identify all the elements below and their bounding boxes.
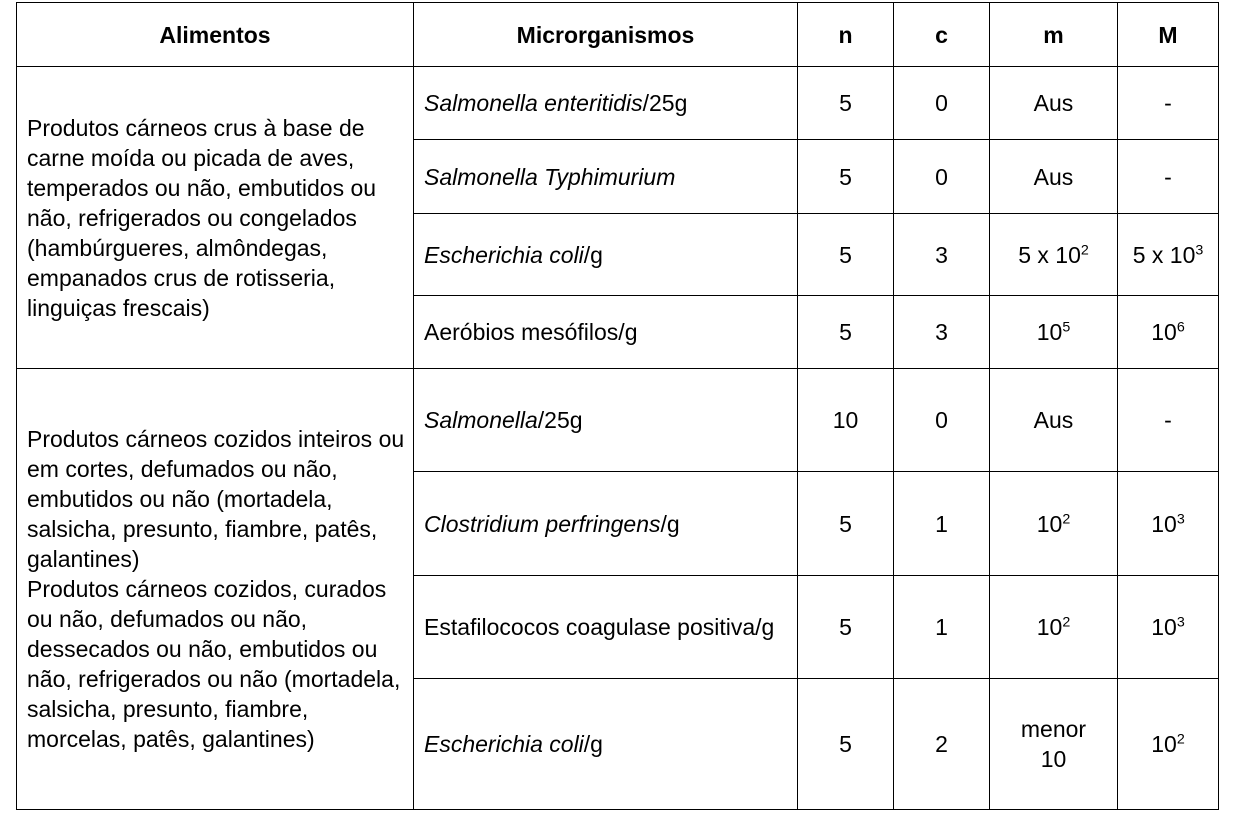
microrganismo-cell: Salmonella enteritidis/25g — [414, 67, 798, 140]
m-cell: Aus — [990, 140, 1118, 214]
c-cell: 3 — [894, 296, 990, 369]
table-row — [17, 369, 1219, 472]
c-cell: 3 — [894, 214, 990, 296]
M-upper-cell: $10^3$ — [1118, 576, 1219, 679]
m-cell: $10^2$ — [990, 472, 1118, 576]
m-cell: 5 x $10^2$ — [990, 214, 1118, 296]
microrganismo-cell: Estafilococos coagulase positiva/g — [414, 576, 798, 679]
M-upper-cell: $10^3$ — [1118, 472, 1219, 576]
n-cell: 5 — [798, 472, 894, 576]
c-cell: 0 — [894, 140, 990, 214]
M-upper-cell: $10^2$ — [1118, 679, 1219, 810]
header-m: m — [990, 3, 1118, 67]
c-cell: 0 — [894, 67, 990, 140]
microrganismo-cell: Escherichia coli/g — [414, 214, 798, 296]
m-cell: Aus — [990, 67, 1118, 140]
n-cell: 5 — [798, 576, 894, 679]
header-c: c — [894, 3, 990, 67]
header-alimentos: Alimentos — [17, 3, 414, 67]
header-M-upper: M — [1118, 3, 1219, 67]
microrganismo-cell: Aeróbios mesófilos/g — [414, 296, 798, 369]
m-cell: $10^2$ — [990, 576, 1118, 679]
M-upper-cell: - — [1118, 369, 1219, 472]
microrganismo-cell: Clostridium perfringens/g — [414, 472, 798, 576]
alimentos-cell-group1 — [17, 67, 414, 369]
n-cell: 5 — [798, 214, 894, 296]
m-cell: $10^5$ — [990, 296, 1118, 369]
microrganismo-cell: Escherichia coli/g — [414, 679, 798, 810]
m-cell: menor 10 — [990, 679, 1118, 810]
c-cell: 2 — [894, 679, 990, 810]
M-upper-cell: $10^6$ — [1118, 296, 1219, 369]
n-cell: 5 — [798, 296, 894, 369]
M-upper-cell: 5 x $10^3$ — [1118, 214, 1219, 296]
c-cell: 1 — [894, 576, 990, 679]
n-cell: 10 — [798, 369, 894, 472]
m-cell: Aus — [990, 369, 1118, 472]
microrganismo-cell: Salmonella Typhimurium — [414, 140, 798, 214]
alimentos-text: Produtos cárneos crus à base de carne moída ou picada de aves, temperados ou não, embutidos ou não, refrigerados ou congelados (hambúrgueres, almôndegas, empanados crus de rotisseria, linguiças frescais) — [27, 114, 377, 321]
header-row — [17, 3, 1219, 67]
microbiological-criteria-table — [16, 2, 1219, 810]
alimentos-cell-group2 — [17, 369, 414, 810]
n-cell: 5 — [798, 679, 894, 810]
c-cell: 1 — [894, 472, 990, 576]
alimentos-text-b: Produtos cárneos cozidos, curados ou não, defumados ou não, dessecados ou não, embutidos ou não, refrigerados ou não (mortadela, salsicha, presunto, fiambre, morcelas, patês, galantines) — [27, 576, 401, 752]
M-upper-cell: - — [1118, 67, 1219, 140]
header-microrganismos: Microrganismos — [414, 3, 798, 67]
c-cell: 0 — [894, 369, 990, 472]
n-cell: 5 — [798, 67, 894, 140]
header-n: n — [798, 3, 894, 67]
M-upper-cell: - — [1118, 140, 1219, 214]
table-row — [17, 67, 1219, 140]
alimentos-text-a: Produtos cárneos cozidos inteiros ou em cortes, defumados ou não, embutidos ou não (mortadela, salsicha, presunto, fiambre, patês, galantines) — [27, 426, 405, 572]
microrganismo-cell: Salmonella/25g — [414, 369, 798, 472]
n-cell: 5 — [798, 140, 894, 214]
